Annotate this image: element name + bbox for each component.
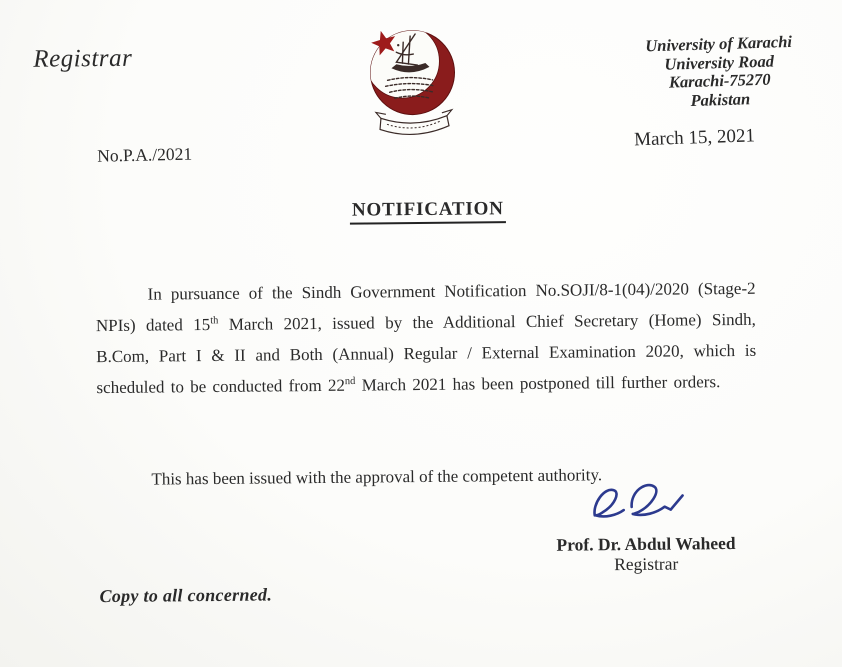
body-paragraph	[95, 273, 756, 403]
address-line: Pakistan	[690, 88, 751, 110]
ordinal-superscript: th	[210, 315, 219, 327]
signature-icon	[586, 477, 692, 528]
signer-block	[540, 533, 752, 575]
signer-name: Prof. Dr. Abdul Waheed	[556, 532, 736, 555]
address-line: Karachi-75270	[668, 69, 771, 92]
notification-title: NOTIFICATION	[350, 198, 506, 224]
ordinal-superscript: nd	[344, 375, 356, 388]
body-segment: March 2021, issued by the Additional Chief Secretary (Home) Sindh, B.Com, Part I & II and Both (Annual) Regular / External Examination 2020, which is scheduled to be conducted from 22	[96, 309, 757, 398]
body-segment: March 2021 has been postponed till further orders.	[355, 372, 721, 395]
signer-title: Registrar	[614, 553, 679, 575]
body-segment: In pursuance of the Sindh Government Notification No.SOJI/8-1(04)/2020 (Stage-2 NPIs) dated 15	[95, 278, 756, 336]
letter-date: March 15, 2021	[633, 125, 756, 151]
reference-number: No.P.A./2021	[97, 143, 193, 166]
university-crest-logo	[366, 26, 457, 151]
university-address	[616, 32, 822, 112]
registrar-heading: Registrar	[33, 44, 133, 73]
address-line: University of Karachi	[645, 31, 793, 56]
address-line: University Road	[664, 50, 775, 74]
approval-paragraph: This has been issued with the approval of the competent authority.	[151, 465, 603, 489]
notification-title-row	[0, 195, 841, 228]
copy-note: Copy to all concerned.	[99, 584, 273, 607]
